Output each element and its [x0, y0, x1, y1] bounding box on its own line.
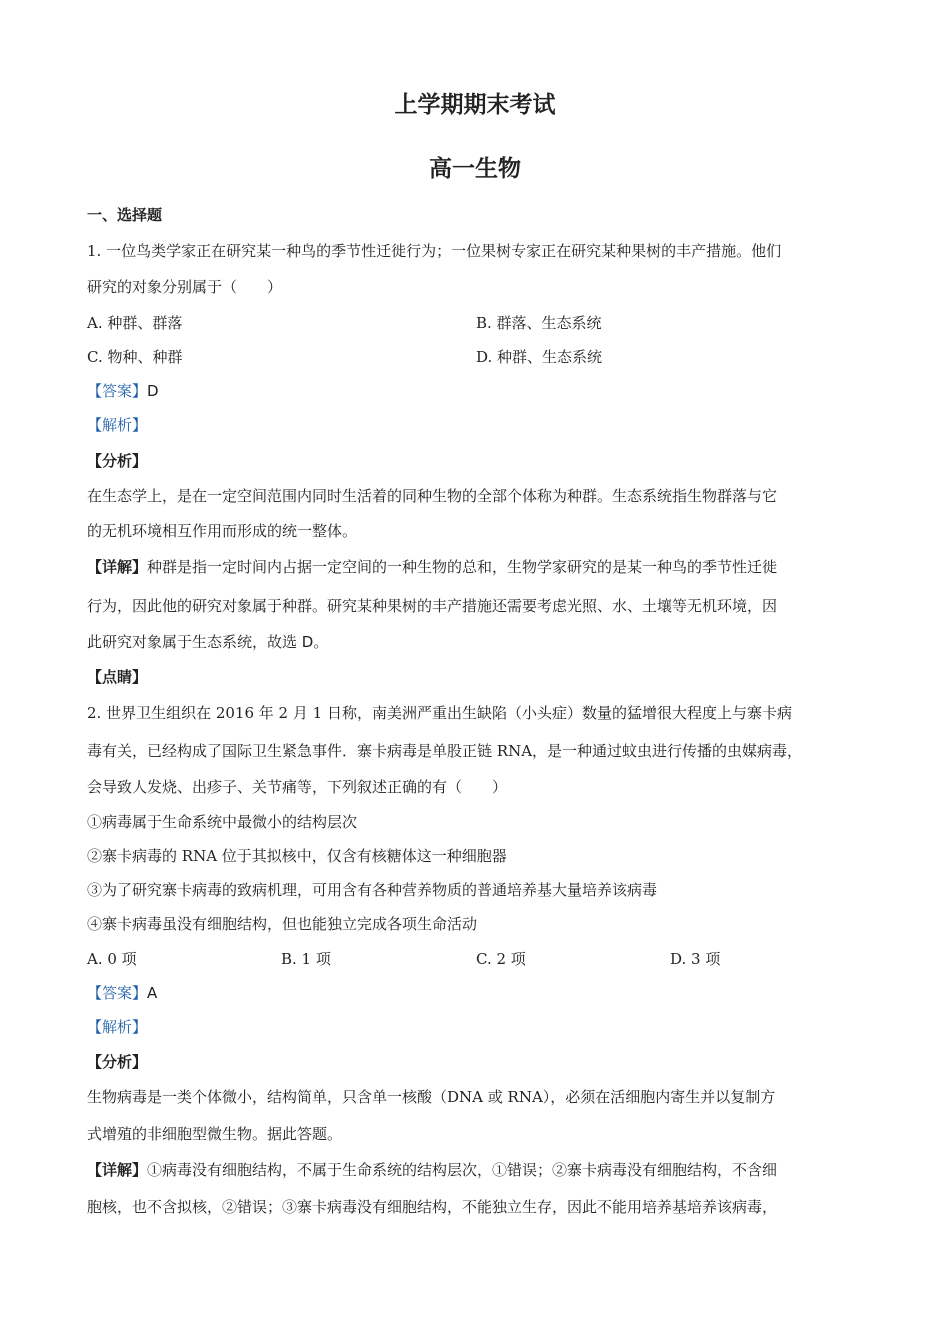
q2-option-a: A. 0 项 — [87, 950, 137, 968]
q2-stem-line3: 会导致人发烧、出疹子、关节痛等，下列叙述正确的有（ ） — [87, 778, 508, 796]
q1-fenxi-line1: 在生态学上，是在一定空间范围内同时生活着的同种生物的全部个体称为种群。生态系统指生物群落与它 — [87, 487, 778, 505]
section-heading: 一、选择题 — [87, 206, 163, 224]
q2-xiangjie-line2: 胞核，也不含拟核，②错误；③寨卡病毒没有细胞结构，不能独立生存，因此不能用培养基培养该病毒， — [87, 1198, 778, 1216]
q1-xiangjie-line1 — [87, 557, 867, 577]
q2-xiangjie-text1: ①病毒没有细胞结构，不属于生命系统的结构层次，①错误；②寨卡病毒没有细胞结构，不含细 — [147, 1161, 778, 1179]
q2-answer-value: A — [147, 984, 158, 1002]
q1-stem-line2: 研究的对象分别属于（ ） — [87, 278, 283, 296]
q1-option-a: A. 种群、群落 — [87, 314, 183, 332]
q1-stem-line1: 1. 一位鸟类学家正在研究某一种鸟的季节性迁徙行为；一位果树专家正在研究某种果树的丰产措施。他们 — [87, 242, 782, 260]
q2-xiangjie-line1 — [87, 1160, 867, 1180]
page-subtitle: 高一生物 — [429, 156, 521, 182]
q1-option-c: C. 物种、种群 — [87, 348, 183, 366]
q1-xiangjie-text1: 种群是指一定时间内占据一定空间的一种生物的总和，生物学家研究的是某一种鸟的季节性迁徙 — [147, 558, 778, 576]
q1-option-b: B. 群落、生态系统 — [476, 314, 602, 332]
q1-jiexi-label: 【解析】 — [87, 416, 148, 434]
q1-xiangjie-line2: 行为，因此他的研究对象属于种群。研究某种果树的丰产措施还需要考虑光照、水、土壤等无机环境，因 — [87, 597, 778, 615]
page-title: 上学期期末考试 — [394, 92, 556, 118]
q1-answer-value: D — [147, 382, 159, 400]
q2-xiangjie-label: 【详解】 — [87, 1161, 148, 1179]
q2-answer-label: 【答案】 — [87, 984, 148, 1002]
q2-fenxi-label: 【分析】 — [87, 1053, 148, 1071]
q1-xiangjie-label: 【详解】 — [87, 558, 148, 576]
q1-fenxi-label: 【分析】 — [87, 452, 148, 470]
q1-answer — [87, 381, 867, 401]
q2-fenxi-line1: 生物病毒是一类个体微小，结构简单，只含单一核酸（DNA 或 RNA），必须在活细胞内寄生并以复制方 — [87, 1088, 776, 1106]
q1-answer-label: 【答案】 — [87, 382, 148, 400]
q1-fenxi-line2: 的无机环境相互作用而形成的统一整体。 — [87, 522, 358, 540]
q1-dianjing-label: 【点睛】 — [87, 668, 148, 686]
q2-option-b: B. 1 项 — [281, 950, 331, 968]
q2-option-c: C. 2 项 — [476, 950, 526, 968]
q2-answer — [87, 983, 867, 1003]
q2-jiexi-label: 【解析】 — [87, 1018, 148, 1036]
q1-option-d: D. 种群、生态系统 — [476, 348, 603, 366]
q2-item-3: ③为了研究寨卡病毒的致病机理，可用含有各种营养物质的普通培养基大量培养该病毒 — [87, 881, 658, 899]
q2-stem-line2: 毒有关，已经构成了国际卫生紧急事件．寨卡病毒是单股正链 RNA，是一种通过蚊虫进行传播的虫媒病毒， — [87, 742, 803, 760]
q1-xiangjie-line3: 此研究对象属于生态系统，故选 D。 — [87, 633, 329, 651]
q2-fenxi-line2: 式增殖的非细胞型微生物。据此答题。 — [87, 1125, 343, 1143]
q2-item-1: ①病毒属于生命系统中最微小的结构层次 — [87, 813, 358, 831]
q2-item-2: ②寨卡病毒的 RNA 位于其拟核中，仅含有核糖体这一种细胞器 — [87, 847, 507, 865]
q2-stem-line1: 2. 世界卫生组织在 2016 年 2 月 1 日称，南美洲严重出生缺陷（小头症）数量的猛增很大程度上与寨卡病 — [87, 704, 792, 722]
q2-item-4: ④寨卡病毒虽没有细胞结构，但也能独立完成各项生命活动 — [87, 915, 478, 933]
q2-option-d: D. 3 项 — [670, 950, 721, 968]
